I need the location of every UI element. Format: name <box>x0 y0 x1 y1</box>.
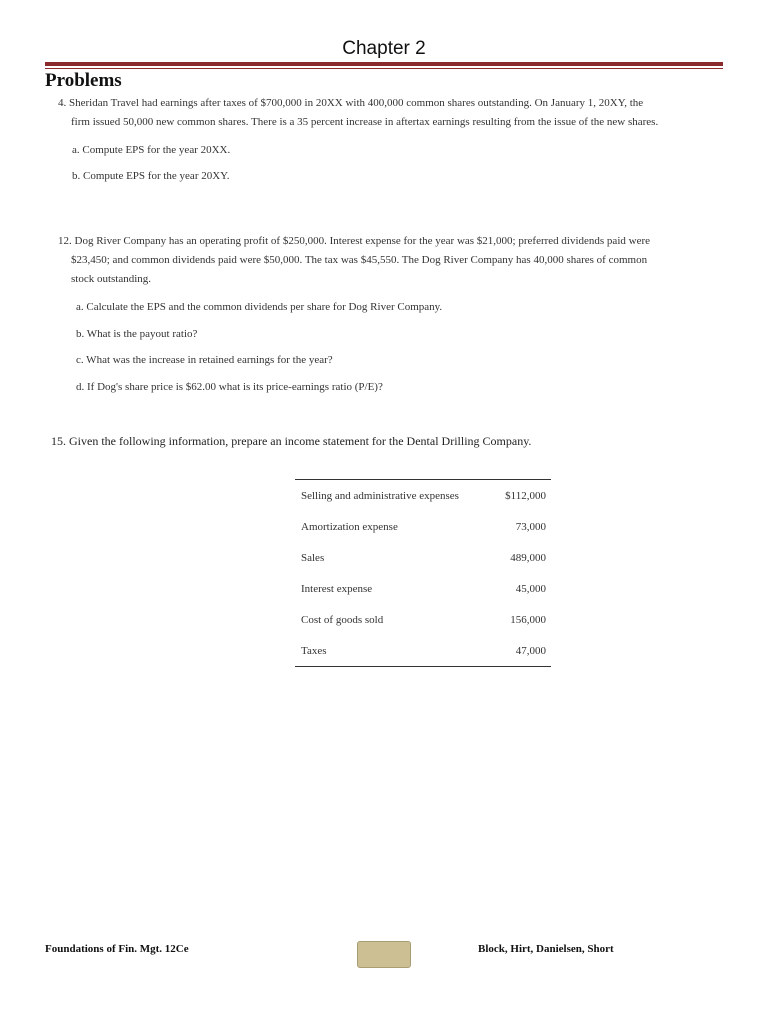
table-row <box>295 573 551 604</box>
row-label: Selling and administrative expenses <box>301 489 459 502</box>
chapter-title: Chapter 2 <box>342 38 426 59</box>
footer-authors: Block, Hirt, Danielsen, Short <box>478 943 614 955</box>
row-label: Amortization expense <box>301 520 398 533</box>
table-row <box>295 635 551 667</box>
table-row <box>295 480 551 512</box>
row-amount: 156,000 <box>510 613 546 626</box>
row-amount: 73,000 <box>515 520 546 533</box>
row-amount: $112,000 <box>505 489 546 502</box>
problem-4-part-a: a. Compute EPS for the year 20XX. <box>72 144 231 156</box>
problem-12-line-2: $23,450; and common dividends paid were $50,000. The tax was $45,550. The Dog River Company has 40,000 shares of common <box>71 254 648 266</box>
footer-book-title: Foundations of Fin. Mgt. 12Ce <box>45 943 189 955</box>
problem-4-part-b: b. Compute EPS for the year 20XY. <box>72 170 230 182</box>
income-data-table <box>295 479 551 667</box>
table-row <box>295 542 551 573</box>
header-rule-thick <box>45 62 723 66</box>
problem-12-line-3: stock outstanding. <box>71 273 152 285</box>
problem-12-part-d: d. If Dog's share price is $62.00 what is its price-earnings ratio (P/E)? <box>76 381 383 393</box>
table-row <box>295 604 551 635</box>
problem-4-line-2: firm issued 50,000 new common shares. There is a 35 percent increase in aftertax earnings resulting from the issue of the new shares. <box>71 116 659 128</box>
header-rule-thin <box>45 68 723 69</box>
row-amount: 489,000 <box>510 551 546 564</box>
problem-4 <box>58 94 718 132</box>
page-number-box <box>357 941 411 968</box>
problem-12-part-b: b. What is the payout ratio? <box>76 328 198 340</box>
row-amount: 45,000 <box>515 582 546 595</box>
problem-4-line-1: 4. Sheridan Travel had earnings after taxes of $700,000 in 20XX with 400,000 common shares outstanding. On January 1, 20XY, the <box>58 97 644 109</box>
problem-12-part-c: c. What was the increase in retained earnings for the year? <box>76 354 333 366</box>
problem-15: 15. Given the following information, prepare an income statement for the Dental Drilling Company. <box>51 434 532 448</box>
problem-12-line-1: 12. Dog River Company has an operating profit of $250,000. Interest expense for the year was $21,000; preferred dividends paid were <box>58 235 650 247</box>
row-label: Taxes <box>301 644 327 657</box>
problem-12 <box>58 232 723 289</box>
row-label: Sales <box>301 551 325 564</box>
row-label: Interest expense <box>301 582 373 595</box>
section-title: Problems <box>45 70 122 91</box>
table-row <box>295 511 551 542</box>
row-amount: 47,000 <box>515 644 546 657</box>
problem-12-part-a: a. Calculate the EPS and the common dividends per share for Dog River Company. <box>76 301 443 313</box>
row-label: Cost of goods sold <box>301 613 384 626</box>
